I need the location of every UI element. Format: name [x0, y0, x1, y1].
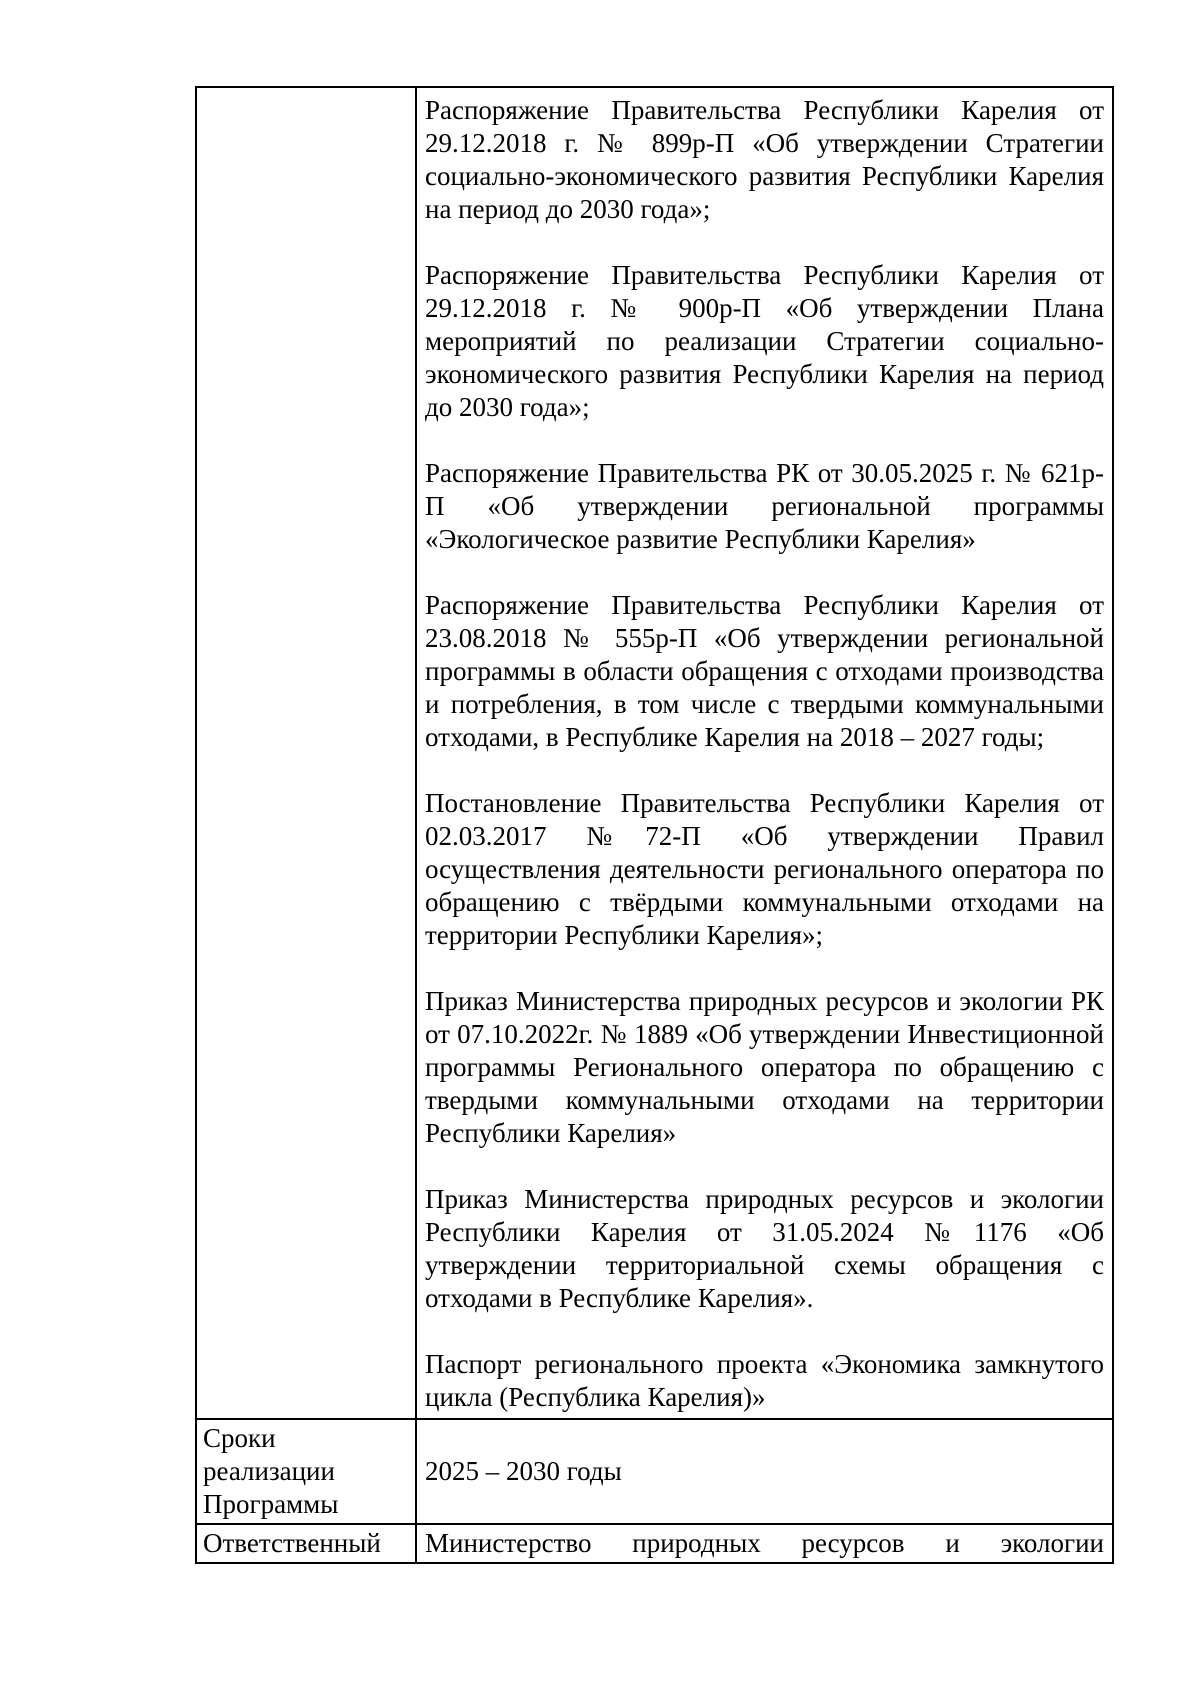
document-item: Приказ Министерства природных ресурсов и экологии Республики Карелия от 31.05.2024 №1176 «Об утверждении территориальной схемы обращения с отходами в Республике Карелия».: [425, 1184, 1104, 1313]
document-item: Постановление Правительства Республики Карелия от 02.03.2017 №72-П «Об утверждении Правил осуществления деятельности регионального оператора по обращению с твёрдыми коммунальными отходами на территории Республики Карелия»;: [425, 788, 1104, 950]
terms-label-line: реализации: [203, 1456, 335, 1486]
document-item: Распоряжение Правительства Республики Карелия от 29.12.2018 г. № 899р-П «Об утверждении Стратегии социально-экономического развития Республики Карелия на период до 2030 года»;: [425, 95, 1104, 224]
table-row-responsible: [196, 1524, 1113, 1563]
responsible-value-cell: Министерство природных ресурсов и экологии: [416, 1524, 1113, 1563]
table-row-terms: [196, 1419, 1113, 1524]
legal-basis-documents-cell: [416, 87, 1113, 1419]
document-item: Распоряжение Правительства Республики Карелия от 29.12.2018 г. № 900р-П «Об утверждении Плана мероприятий по реализации Стратегии социально-экономического развития Республики Карелия на период до 2030 года»;: [425, 260, 1104, 422]
table-row-legal-basis: [196, 87, 1113, 1419]
terms-label-cell: [196, 1419, 416, 1524]
document-item: Паспорт регионального проекта «Экономика замкнутого цикла (Республика Карелия)»: [425, 1349, 1104, 1412]
document-item: Приказ Министерства природных ресурсов и экологии РК от 07.10.2022г. № 1889 «Об утверждении Инвестиционной программы Регионального оператора по обращению с твердыми коммунальными отходами на территории Республики Карелия»: [425, 986, 1104, 1148]
terms-label-line: Сроки: [203, 1423, 276, 1453]
document-item: Распоряжение Правительства Республики Карелия от 23.08.2018 № 555р-П «Об утверждении региональной программы в области обращения с отходами производства и потребления, в том числе с твердыми коммунальными отходами, в Республике Карелия на 2018 – 2027 годы;: [425, 590, 1104, 752]
document-item: Распоряжение Правительства РК от 30.05.2025 г. № 621р-П «Об утверждении региональной программы «Экологическое развитие Республики Карелия»: [425, 458, 1104, 554]
responsible-label-cell: Ответственный: [196, 1524, 416, 1563]
legal-basis-label-cell: [196, 87, 416, 1419]
terms-label-line: Программы: [203, 1489, 339, 1519]
terms-value-cell: 2025 – 2030 годы: [416, 1419, 1113, 1524]
program-passport-table: [195, 86, 1114, 1564]
